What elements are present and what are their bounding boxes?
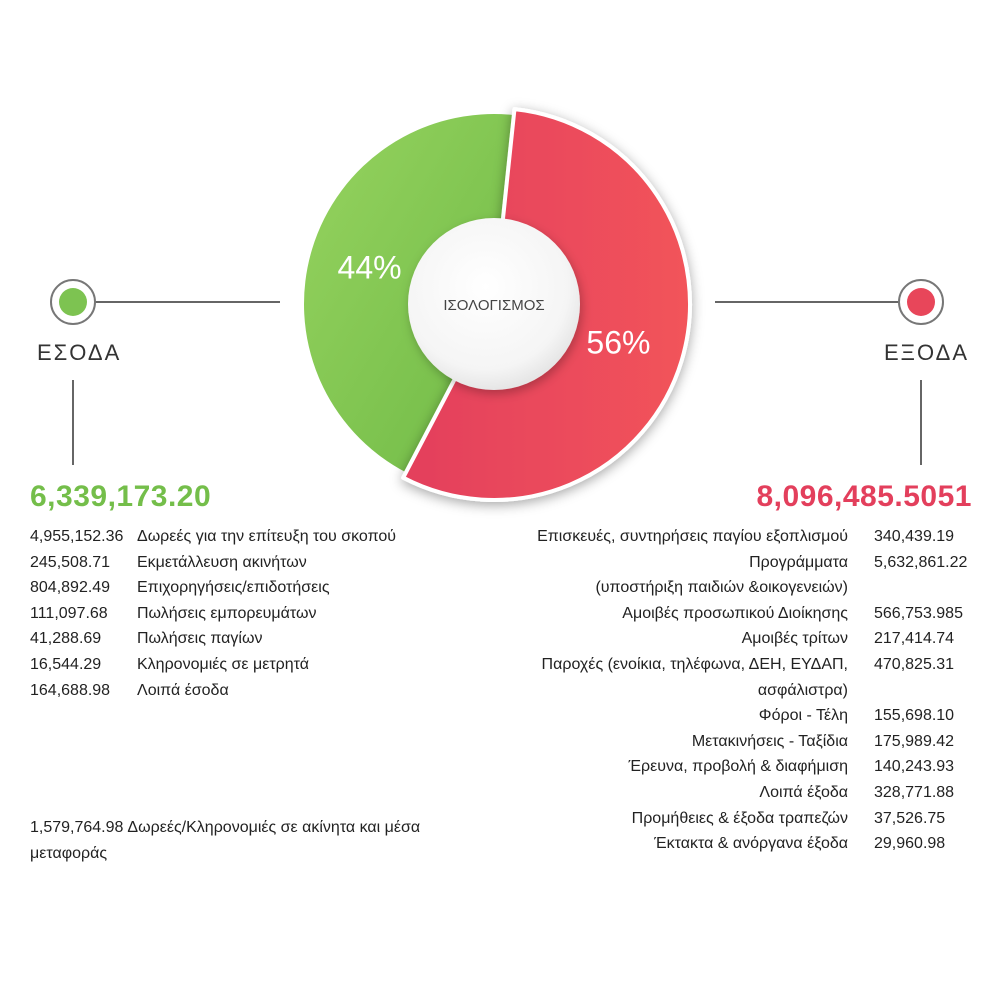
expenses-row-value: 328,771.88 <box>874 783 955 801</box>
expenses-row <box>537 806 974 832</box>
expenses-row <box>537 626 974 652</box>
income-row <box>30 550 396 576</box>
expenses-row-value: 217,414.74 <box>874 630 955 648</box>
expenses-row-value <box>848 575 974 601</box>
income-row-label: Επιχορηγήσεις/επιδοτήσεις <box>137 579 330 597</box>
expenses-row-label: Λοιπά έξοδα <box>759 783 848 801</box>
expenses-row-value: 470,825.31 <box>874 655 955 673</box>
income-title: ΕΣΟΔΑ <box>37 340 122 365</box>
expenses-row-label: Αμοιβές προσωπικού Διοίκησης <box>622 604 848 622</box>
income-row-value: 245,508.71 <box>30 553 111 571</box>
expenses-row-label: (υποστήριξη παιδιών &οικογενειών) <box>595 579 848 597</box>
income-extra-label: Δωρεές/Κληρονομιές σε ακίνητα και μέσα μεταφοράς <box>30 819 421 862</box>
income-row-value: 41,288.69 <box>30 630 102 648</box>
expenses-row <box>537 601 974 627</box>
income-row-label: Πωλήσεις παγίων <box>137 630 263 648</box>
expenses-list <box>537 524 974 857</box>
income-row <box>30 626 396 652</box>
income-row <box>30 601 396 627</box>
expenses-total: 8,096,485.5051 <box>756 480 972 513</box>
expenses-row-value: 175,989.42 <box>874 732 955 750</box>
expenses-row-value: 566,753.985 <box>874 604 963 622</box>
expenses-row-value <box>848 678 974 704</box>
expenses-row <box>537 780 974 806</box>
expenses-row-label: Μετακινήσεις - Ταξίδια <box>691 732 848 750</box>
expenses-row <box>537 575 974 601</box>
slice-label-expenses: 56% <box>586 324 651 361</box>
expenses-row-label: ασφάλιστρα) <box>757 681 848 699</box>
expenses-row-value: 29,960.98 <box>874 835 946 853</box>
income-extra-value: 1,579,764.98 <box>30 819 124 836</box>
income-row <box>30 678 396 704</box>
expenses-row <box>537 678 974 704</box>
income-extra <box>30 815 450 866</box>
expenses-row-label: Επισκευές, συντηρήσεις παγίου εξοπλισμού <box>537 528 848 545</box>
income-row-value: 4,955,152.36 <box>30 528 124 545</box>
expenses-row <box>537 550 974 576</box>
income-row-label: Πωλήσεις εμπορευμάτων <box>137 604 317 622</box>
income-row-label: Δωρεές για την επίτευξη του σκοπού <box>137 528 397 545</box>
expenses-marker <box>899 280 943 324</box>
expenses-row-label: Προμήθειες & έξοδα τραπεζών <box>631 809 848 827</box>
expenses-row-label: Έκτακτα & ανόργανα έξοδα <box>654 835 848 853</box>
slice-label-income: 44% <box>337 249 402 286</box>
expenses-row-label: Παροχές (ενοίκια, τηλέφωνα, ΔΕΗ, ΕΥΔΑΠ, <box>541 655 848 673</box>
income-total: 6,339,173.20 <box>30 480 212 513</box>
income-row-value: 16,544.29 <box>30 655 102 673</box>
expenses-row-value: 37,526.75 <box>874 809 946 827</box>
income-row-value: 111,097.68 <box>30 604 108 622</box>
income-list <box>30 524 396 703</box>
expenses-row <box>537 754 974 780</box>
expenses-row-label: Έρευνα, προβολή & διαφήμιση <box>628 758 848 776</box>
expenses-row <box>537 729 974 755</box>
income-row-label: Λοιπά έσοδα <box>137 681 229 699</box>
expenses-row <box>537 524 974 550</box>
expenses-row <box>537 652 974 678</box>
center-label: ΙΣΟΛΟΓΙΣΜΟΣ <box>443 297 545 314</box>
income-row-label: Εκμετάλλευση ακινήτων <box>137 553 307 571</box>
income-row-label: Κληρονομιές σε μετρητά <box>137 655 309 673</box>
income-row <box>30 652 396 678</box>
expenses-row-value: 5,632,861.22 <box>874 553 968 571</box>
expenses-row-value: 140,243.93 <box>874 758 955 776</box>
expenses-row-label: Αμοιβές τρίτων <box>741 630 848 648</box>
expenses-row-value: 340,439.19 <box>874 528 955 545</box>
income-row <box>30 575 396 601</box>
expenses-row-label: Προγράμματα <box>749 553 848 571</box>
expenses-row <box>537 831 974 857</box>
expenses-row-label: Φόροι - Τέλη <box>758 707 848 725</box>
expenses-row <box>537 703 974 729</box>
expenses-row-value: 155,698.10 <box>874 707 955 725</box>
income-row-value: 804,892.49 <box>30 579 111 597</box>
income-row-value: 164,688.98 <box>30 681 111 699</box>
income-marker <box>51 280 95 324</box>
income-row <box>30 524 396 550</box>
expenses-title: ΕΞΟΔΑ <box>884 340 969 365</box>
